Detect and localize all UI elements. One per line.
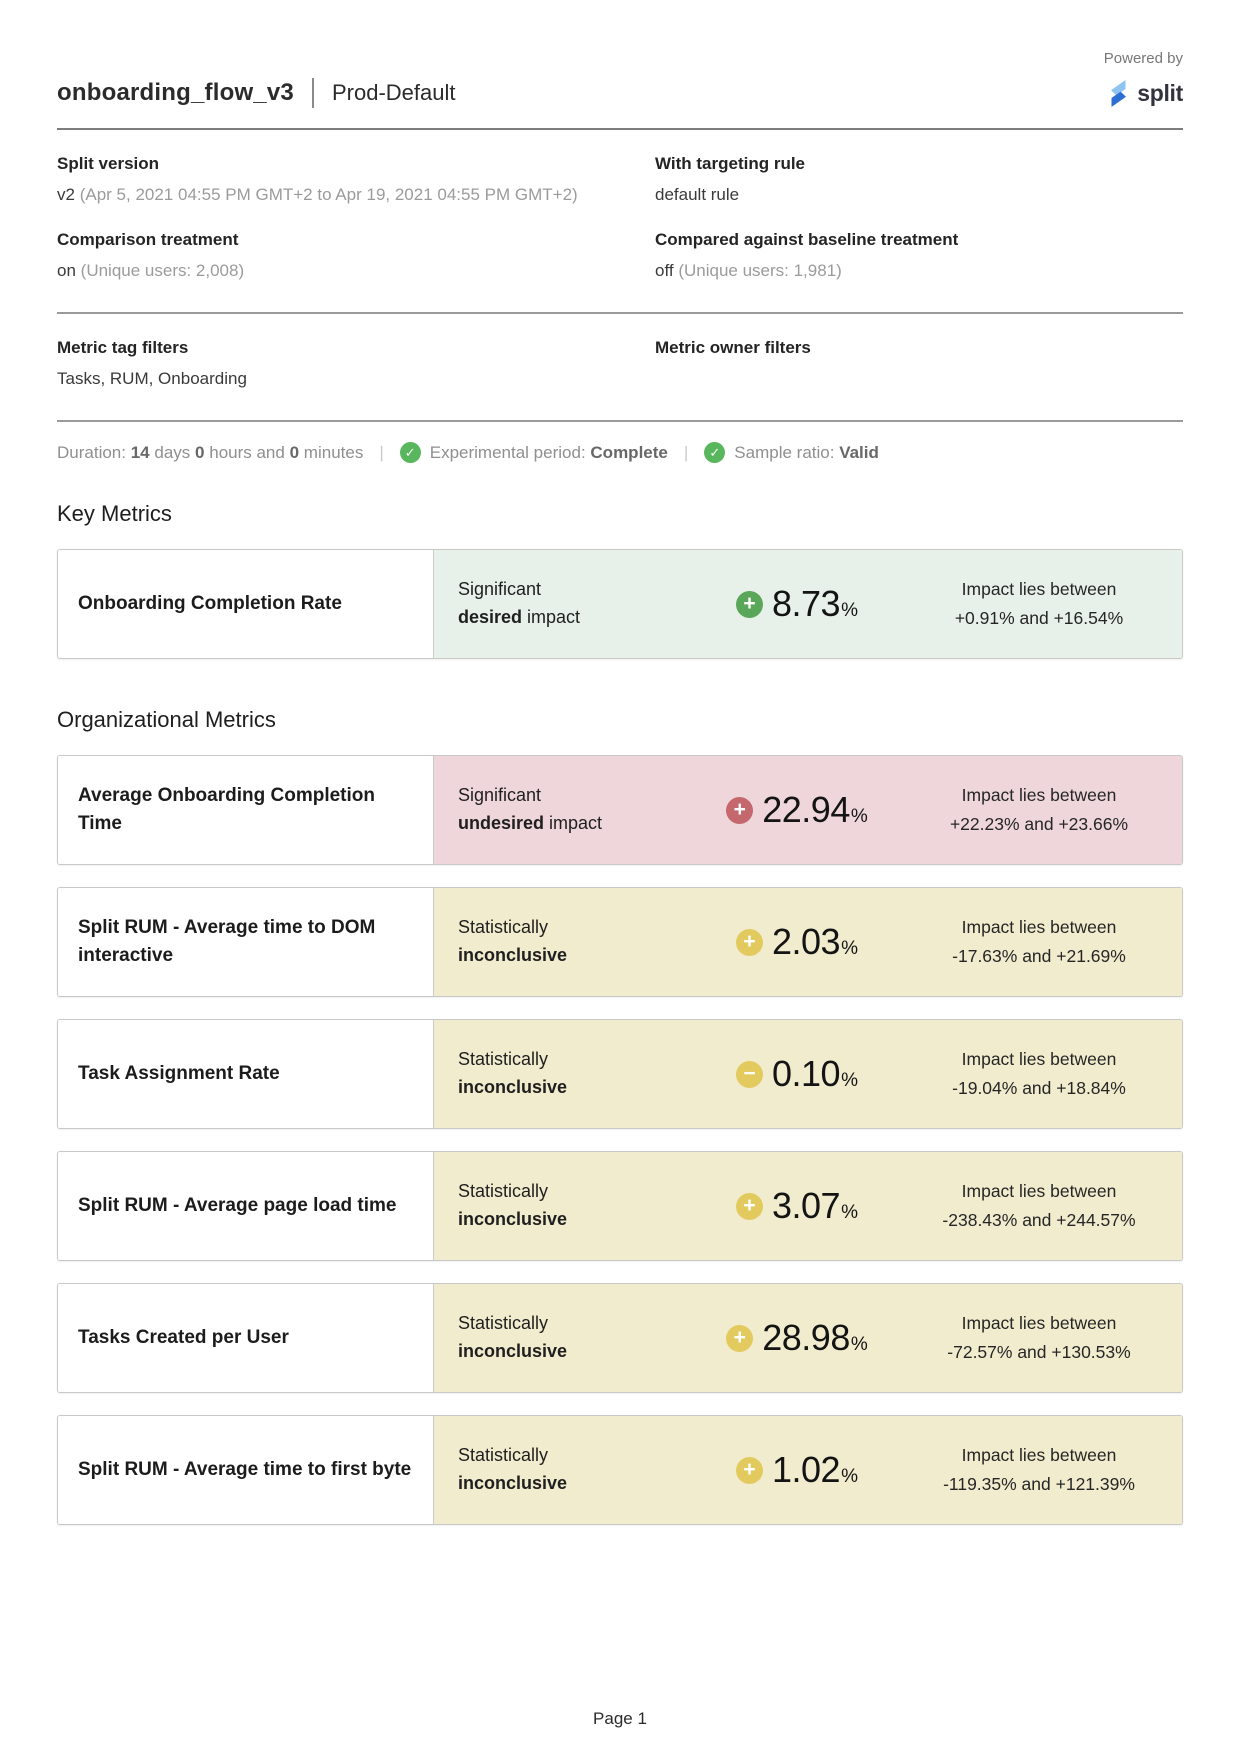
impact-range [920, 1309, 1182, 1367]
meta-divider-1 [57, 312, 1183, 314]
duration-hours: 0 [195, 442, 205, 462]
status-separator: | [379, 442, 384, 462]
metric-result-cell [434, 550, 1182, 658]
split-brand-name: split [1137, 79, 1183, 106]
powered-by-label: Powered by [1103, 50, 1183, 67]
impact-range-line-2: -19.04% and +18.84% [952, 1078, 1126, 1098]
impact-range-line-2: -238.43% and +244.57% [942, 1210, 1136, 1230]
status-line-1: Statistically [458, 917, 549, 938]
metric-owner-filters-label: Metric owner filters [655, 338, 811, 357]
impact-range-line-1: Impact lies between [961, 917, 1117, 938]
meta-row-treatments [57, 230, 1183, 282]
split-version-label: Split version [57, 154, 160, 173]
metric-result-cell [434, 756, 1182, 864]
status-line-2-bold: inconclusive [458, 945, 568, 965]
impact-percent-value: 3.07 [772, 1185, 841, 1226]
metric-name-cell [58, 1152, 434, 1260]
plus-circle-icon: + [736, 1193, 763, 1220]
duration-text: Duration: 14 days 0 hours and 0 minutes [57, 442, 364, 462]
check-icon: ✓ [704, 442, 725, 463]
impact-percent-value: 8.73 [772, 583, 841, 624]
significance-status [434, 1442, 674, 1498]
metric-name-cell [58, 1020, 434, 1128]
report-header [57, 74, 1183, 112]
significance-status [434, 1178, 674, 1234]
percent-sign: % [841, 600, 858, 621]
title-separator [312, 78, 314, 108]
metric-card [57, 549, 1183, 659]
significance-status [434, 782, 674, 838]
comparison-treatment-value: on [57, 261, 76, 280]
experimental-period-text: Experimental period: Complete [429, 442, 668, 462]
baseline-treatment-users: (Unique users: 1,981) [678, 261, 842, 280]
percent-sign: % [850, 1334, 868, 1355]
status-line-2-rest: impact [522, 607, 581, 627]
duration-days: 14 [130, 442, 150, 462]
percent-sign: % [841, 1202, 858, 1223]
impact-range-line-1: Impact lies between [961, 785, 1117, 806]
impact-range-line-2: +0.91% and +16.54% [954, 608, 1124, 628]
impact-value [674, 1449, 920, 1491]
impact-value [674, 1053, 920, 1095]
experimental-period-value: Complete [590, 442, 668, 462]
impact-range [920, 781, 1182, 839]
metric-name: Average Onboarding Completion Time [78, 785, 375, 834]
significance-status [434, 1310, 674, 1366]
metric-name: Split RUM - Average page load time [78, 1195, 397, 1217]
status-line-2-bold: inconclusive [458, 1473, 568, 1493]
impact-value [674, 1317, 920, 1359]
split-brand [1106, 79, 1183, 108]
status-line-1: Statistically [458, 1181, 549, 1202]
impact-value [674, 583, 920, 625]
percent-sign: % [841, 1070, 858, 1091]
status-line-2-bold: inconclusive [458, 1077, 568, 1097]
header-divider [57, 128, 1183, 130]
impact-range-line-1: Impact lies between [961, 1445, 1117, 1466]
metric-result-cell [434, 888, 1182, 996]
metric-name-cell [58, 756, 434, 864]
meta-divider-2 [57, 420, 1183, 422]
impact-percent-value: 28.98 [762, 1317, 850, 1358]
impact-range [920, 575, 1182, 633]
impact-range [920, 1177, 1182, 1235]
percent-sign: % [841, 938, 858, 959]
minus-circle-icon: − [736, 1061, 763, 1088]
impact-range-line-2: -17.63% and +21.69% [952, 946, 1126, 966]
metric-name-cell [58, 550, 434, 658]
impact-range [920, 913, 1182, 971]
targeting-rule-label: With targeting rule [655, 154, 806, 173]
significance-status [434, 576, 674, 632]
metric-card [57, 1415, 1183, 1525]
impact-range-line-2: -72.57% and +130.53% [947, 1342, 1131, 1362]
check-icon: ✓ [400, 442, 421, 463]
impact-range-line-2: -119.35% and +121.39% [943, 1474, 1135, 1494]
metric-tag-filters-value: Tasks, RUM, Onboarding [57, 369, 247, 388]
sample-ratio-text: Sample ratio: Valid [734, 442, 879, 462]
impact-range-line-2: +22.23% and +23.66% [949, 814, 1129, 834]
baseline-treatment-value: off [655, 261, 674, 280]
plus-circle-icon: + [726, 1325, 753, 1352]
page-number: Page 1 [593, 1709, 647, 1728]
key-metrics-list [57, 549, 1183, 659]
impact-range-line-1: Impact lies between [961, 1181, 1117, 1202]
meta-row-filters [57, 338, 1183, 390]
metric-tag-filters-label: Metric tag filters [57, 338, 189, 357]
metric-name: Split RUM - Average time to DOM interactive [78, 917, 376, 966]
metric-name-cell [58, 888, 434, 996]
status-line-1: Statistically [458, 1445, 549, 1466]
meta-row-version [57, 154, 1183, 206]
targeting-rule-value: default rule [655, 185, 740, 204]
split-logo-icon [1106, 79, 1131, 108]
impact-value [674, 921, 920, 963]
experiment-title: onboarding_flow_v3 [57, 79, 294, 106]
environment-name: Prod-Default [331, 80, 456, 105]
metric-card [57, 1151, 1183, 1261]
metric-card [57, 755, 1183, 865]
status-line-1: Statistically [458, 1049, 549, 1070]
metric-name-cell [58, 1284, 434, 1392]
plus-circle-icon: + [736, 929, 763, 956]
metric-card [57, 1019, 1183, 1129]
impact-range [920, 1045, 1182, 1103]
status-line-2-bold: inconclusive [458, 1341, 568, 1361]
sample-ratio-value: Valid [839, 442, 879, 462]
impact-value [674, 789, 920, 831]
key-metrics-heading: Key Metrics [57, 501, 172, 526]
status-line-1: Significant [458, 579, 542, 600]
impact-value [674, 1185, 920, 1227]
experiment-status-bar [57, 442, 1183, 463]
metric-card [57, 887, 1183, 997]
split-version-dates: (Apr 5, 2021 04:55 PM GMT+2 to Apr 19, 2021 04:55 PM GMT+2) [79, 185, 578, 204]
percent-sign: % [841, 1466, 858, 1487]
plus-circle-icon: + [736, 591, 763, 618]
metric-result-cell [434, 1284, 1182, 1392]
impact-range-line-1: Impact lies between [961, 1313, 1117, 1334]
plus-circle-icon: + [736, 1457, 763, 1484]
impact-range-line-1: Impact lies between [961, 579, 1117, 600]
status-line-1: Statistically [458, 1313, 549, 1334]
impact-percent-value: 1.02 [772, 1449, 841, 1490]
split-version-value: v2 [57, 185, 75, 204]
metric-name: Onboarding Completion Rate [78, 593, 342, 615]
comparison-treatment-users: (Unique users: 2,008) [80, 261, 245, 280]
metric-name: Tasks Created per User [78, 1327, 289, 1349]
status-line-2-bold: undesired [458, 813, 545, 833]
metric-name-cell [58, 1416, 434, 1524]
significance-status [434, 914, 674, 970]
baseline-treatment-label: Compared against baseline treatment [655, 230, 959, 249]
status-line-2-rest: impact [544, 813, 603, 833]
status-line-2-bold: inconclusive [458, 1209, 568, 1229]
duration-minutes: 0 [289, 442, 300, 462]
status-line-2-bold: desired [458, 607, 523, 627]
significance-status [434, 1046, 674, 1102]
report-page [57, 0, 1183, 1525]
comparison-treatment-label: Comparison treatment [57, 230, 239, 249]
metric-result-cell [434, 1152, 1182, 1260]
impact-percent-value: 0.10 [772, 1053, 841, 1094]
status-line-1: Significant [458, 785, 542, 806]
metric-name: Task Assignment Rate [78, 1063, 280, 1085]
metric-name: Split RUM - Average time to first byte [78, 1459, 412, 1481]
percent-sign: % [850, 806, 868, 827]
organizational-metrics-heading: Organizational Metrics [57, 707, 276, 732]
organizational-metrics-list [57, 755, 1183, 1525]
metric-result-cell [434, 1416, 1182, 1524]
impact-range [920, 1441, 1182, 1499]
status-separator: | [683, 442, 689, 462]
metric-card [57, 1283, 1183, 1393]
impact-percent-value: 22.94 [762, 789, 850, 830]
plus-circle-icon: + [726, 797, 753, 824]
metric-result-cell [434, 1020, 1182, 1128]
impact-percent-value: 2.03 [772, 921, 841, 962]
impact-range-line-1: Impact lies between [961, 1049, 1117, 1070]
